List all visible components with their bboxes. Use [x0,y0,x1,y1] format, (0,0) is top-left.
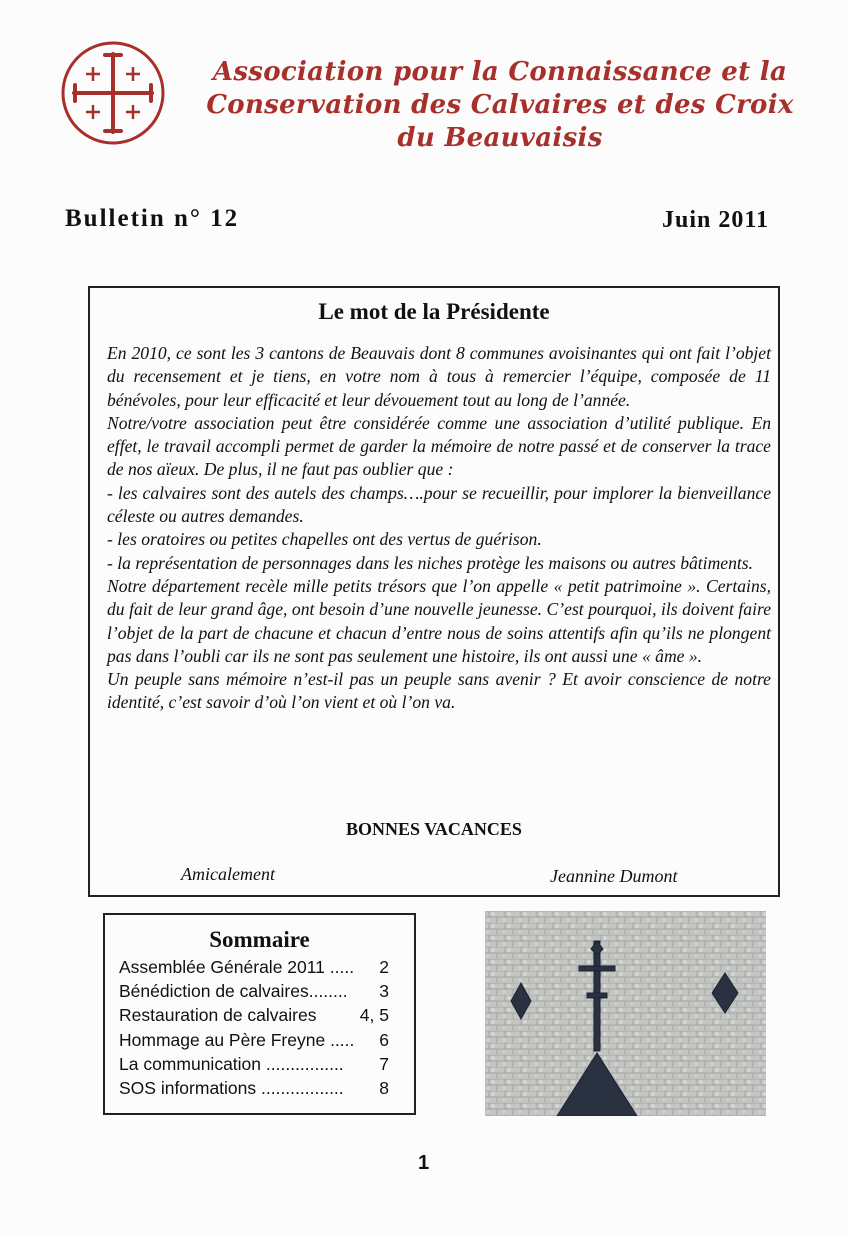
association-title [200,56,800,155]
mosaic-cross-image [485,911,766,1116]
message-paragraph: - la représentation de personnages dans les niches protège les maisons ou autres bâtiments. [107,552,754,573]
sommaire-box [103,913,416,1115]
sommaire-item-page: 6 [379,1029,389,1050]
sommaire-item [119,979,389,1003]
salutation: Amicalement [181,864,275,884]
bulletin-date: Juin 2011 [662,207,770,233]
sommaire-item [119,1052,389,1076]
bulletin-number: Bulletin n° 12 [65,205,240,232]
sommaire-item-page: 4, 5 [359,1005,389,1026]
page-number: 1 [417,1152,430,1174]
sommaire-item-page: 3 [379,981,389,1002]
sommaire-item-label: Restauration de calvaires [119,1005,317,1026]
message-paragraph: - les calvaires sont des autels des champs….pour se recueillir, pour implorer la bienveillance céleste ou autres demandes. [107,482,771,527]
president-message-box [88,286,780,897]
sommaire-item-page: 7 [379,1053,389,1074]
sommaire-item-label: La communication ................ [119,1053,344,1074]
title-line-3: du Beauvaisis [397,123,603,153]
sommaire-item-label: Assemblée Générale 2011 ..... [119,957,355,977]
sommaire-list [119,955,389,1100]
message-paragraph: Un peuple sans mémoire n’est-il pas un peuple sans avenir ? Et avoir conscience de notre identité, c’est savoir d’où l’on vient et où l’on va. [107,669,771,713]
closing-text: BONNES VACANCES [346,819,522,839]
sommaire-item-label: Bénédiction de calvaires........ [119,981,348,1002]
title-line-2: Conservation des Calvaires et des Croix [206,90,794,120]
association-logo [51,38,175,148]
sommaire-item-page: 2 [379,957,389,977]
message-paragraph: - les oratoires ou petites chapelles ont des vertus de guérison. [107,529,542,550]
message-title: Le mot de la Présidente [318,299,550,324]
message-paragraph: Notre département recèle mille petits trésors que l’on appelle « petit patrimoine ». Certains, du fait de leur grand âge, ont besoin d’une nouvelle jeunesse. C’est pourquoi, ils doivent faire l’objet de la part de chacune et chacun d’entre nous de soins attentifs afin qu’ils ne plongent pas dans l’oubli car ils ne sont pas seulement une histoire, ils ont aussi une « âme ». [107,575,771,666]
sommaire-item-page: 8 [379,1078,389,1099]
sommaire-title: Sommaire [209,927,310,952]
message-body [107,342,771,715]
sommaire-item [119,1028,389,1052]
sommaire-item [119,955,389,979]
sommaire-item-label: SOS informations ................. [119,1078,344,1099]
jerusalem-cross-icon [63,43,163,143]
sommaire-item-label: Hommage au Père Freyne ..... [119,1029,355,1050]
message-paragraph: En 2010, ce sont les 3 cantons de Beauvais dont 8 communes avoisinantes qui ont fait l’objet du recensement et je tiens, en votre nom à tous à remercier l’équipe, composée de 11 bénévoles, pour leur efficacité et leur dévouement tout au long de l’année. [107,343,771,410]
message-paragraph: Notre/votre association peut être considérée comme une association d’utilité publique. En effet, le travail accompli permet de garder la mémoire de notre passé et de conserver la trace de nos aïeux. De plus, il ne faut pas oublier que : [107,412,771,480]
sommaire-item [119,1076,389,1100]
signature: Jeannine Dumont [550,866,678,886]
sommaire-item [119,1003,389,1027]
title-line-1: Association pour la Connaissance et la [212,57,788,87]
